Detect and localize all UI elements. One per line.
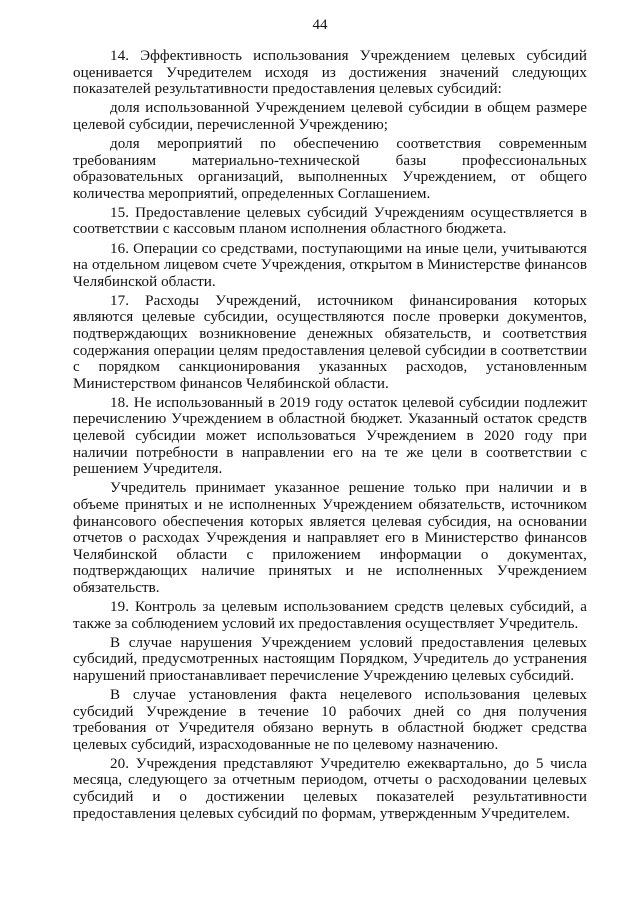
paragraph-19-misuse: В случае установления факта нецелевого использования целевых субсидий Учреждение в течение 10 рабочих дней со дня получения требования от Учредителя обязано вернуть в областной бюджет средства целевых субсидий, израсходованные не по целевому назначению.	[73, 686, 587, 753]
page-number: 44	[312, 17, 328, 33]
paragraph-16: 16. Операции со средствами, поступающими на иные цели, учитываются на отдельном лицевом счете Учреждения, открытом в Министерстве финансов Челябинской области.	[73, 240, 587, 290]
paragraph-15: 15. Предоставление целевых субсидий Учреждениям осуществляется в соответствии с кассовым планом исполнения областного бюджета.	[73, 204, 587, 238]
paragraph-14: 14. Эффективность использования Учреждением целевых субсидий оценивается Учредителем исходя из достижения значений следующих показателей результативности предоставления целевых субсидий:	[73, 48, 587, 98]
paragraph-18-continued: Учредитель принимает указанное решение только при наличии и в объеме принятых и не исполненных Учреждением обязательств, источником финансового обеспечения которых является целевая субсидия, на основании отчетов о расходах Учреждения и направляет его в Министерство финансов Челябинской области с приложением информации о документах, подтверждающих наличие принятых и не исполненных Учреждением обязательств.	[73, 480, 587, 596]
paragraph-14-indicator-2: доля мероприятий по обеспечению соответствия современным требованиям материально-технической базы профессиональных образовательных организаций, выполненных Учреждением, от общего количества мероприятий, определенных Соглашением.	[73, 135, 587, 202]
paragraph-17: 17. Расходы Учреждений, источником финансирования которых являются целевые субсидии, осуществляются после проверки документов, подтверждающих возникновение денежных обязательств, и соответствия содержания операции целям предоставления целевой субсидии в соответствии с порядком санкционирования указанных расходов, установленным Министерством финансов Челябинской области.	[73, 292, 587, 392]
paragraph-20: 20. Учреждения представляют Учредителю ежеквартально, до 5 числа месяца, следующего за отчетным периодом, отчеты о расходовании целевых субсидий и о достижении целевых показателей результативности предоставления целевых субсидий по формам, утвержденным Учредителем.	[73, 755, 587, 822]
paragraph-18: 18. Не использованный в 2019 году остаток целевой субсидии подлежит перечислению Учреждением в областной бюджет. Указанный остаток средств целевой субсидии может использоваться Учреждением в 2020 году при наличии потребности в направлении его на те же цели в соответствии с решением Учредителя.	[73, 394, 587, 478]
paragraph-14-indicator-1: доля использованной Учреждением целевой субсидии в общем размере целевой субсидии, перечисленной Учреждению;	[73, 100, 587, 133]
document-body	[73, 48, 587, 825]
paragraph-19: 19. Контроль за целевым использованием средств целевых субсидий, а также за соблюдением условий их предоставления осуществляет Учредитель.	[73, 599, 587, 632]
paragraph-19-violation: В случае нарушения Учреждением условий предоставления целевых субсидий, предусмотренных настоящим Порядком, Учредитель до устранения нарушений приостанавливает перечисление Учреждению целевых субсидий.	[73, 634, 587, 684]
